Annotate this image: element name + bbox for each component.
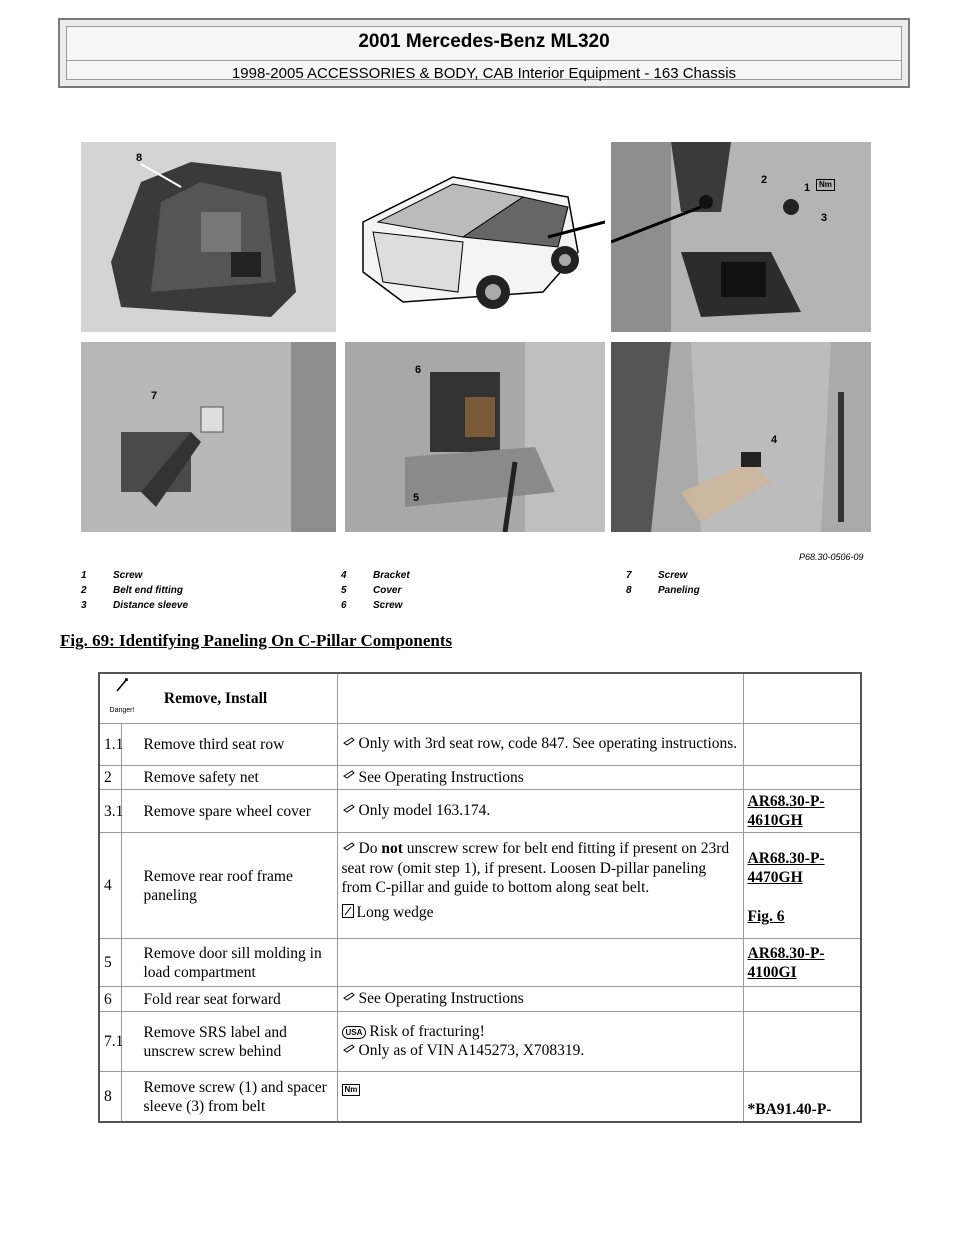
step-action: Remove spare wheel cover	[121, 790, 337, 833]
step-note: Do not unscrew screw for belt end fitting if present on 23rd seat row (omit step 1), if present. Loosen D-pillar paneling from C-pillar and guide to bottom along seat belt. Long wedge	[337, 833, 743, 939]
page-header	[58, 18, 910, 88]
step-number: 8	[99, 1072, 121, 1122]
warning-line: USA Risk of fracturing!	[342, 1022, 739, 1041]
tool-ref-link[interactable]: Fig. 6	[747, 908, 785, 926]
torque-icon: Nm	[816, 178, 835, 191]
callout-4: 4	[771, 434, 778, 446]
step-number: 7.1	[99, 1012, 121, 1072]
step-action: Fold rear seat forward	[121, 987, 337, 1012]
table-row	[99, 723, 861, 765]
photo-belt-end-fitting	[611, 142, 871, 332]
step-ref-link[interactable]: *BA91.40-P-	[743, 1072, 861, 1122]
info-icon	[342, 1042, 356, 1061]
step-note: See Operating Instructions	[337, 987, 743, 1012]
photo-screw-7	[81, 342, 336, 532]
step-action: Remove screw (1) and spacer sleeve (3) from belt	[121, 1072, 337, 1122]
callout-2: 2	[761, 174, 768, 186]
step-note: Only model 163.174.	[337, 790, 743, 833]
header-divider	[67, 60, 901, 61]
photo-c-pillar-paneling	[81, 142, 336, 332]
vehicle-drawing	[343, 142, 605, 332]
vin-line: Only as of VIN A145273, X708319.	[342, 1041, 739, 1061]
step-note: Only with 3rd seat row, code 847. See operating instructions.	[337, 723, 743, 765]
step-ref-cell	[743, 833, 861, 939]
table-row	[99, 987, 861, 1012]
cover-illustration	[345, 342, 605, 532]
step-number: 5	[99, 939, 121, 987]
step-action: Remove rear roof frame paneling	[121, 833, 337, 939]
figure-69	[81, 142, 871, 622]
header-inner-frame	[66, 26, 902, 80]
header-empty-2	[743, 673, 861, 723]
belt-fitting-illustration	[611, 142, 871, 332]
step-number: 2	[99, 765, 121, 790]
figure-code: P68.30-0506-09	[799, 552, 864, 562]
callout-8: 8	[136, 152, 143, 164]
photo-cover-and-screw	[345, 342, 605, 532]
info-icon	[342, 990, 356, 1009]
figure-caption: Fig. 69: Identifying Paneling On C-Pillar Components	[60, 631, 453, 650]
procedure-table	[98, 672, 862, 1123]
callout-6: 6	[415, 364, 422, 376]
bracket-illustration	[611, 342, 871, 532]
step-action: Remove safety net	[121, 765, 337, 790]
tool-line: Long wedge	[342, 903, 739, 923]
info-icon	[342, 840, 356, 859]
table-row	[99, 790, 861, 833]
step-ref-link[interactable]: AR68.30-P-4100GI	[743, 939, 861, 987]
info-icon	[342, 802, 356, 821]
figure-legend: 1 Screw 2 Belt end fitting 3 Distance sleeve 4 Bracket 5 Cover 6 Screw 7 Screw 8 Paneling	[81, 570, 700, 611]
table-row	[99, 833, 861, 939]
callout-7: 7	[151, 390, 158, 402]
step-action: Remove door sill molding in load compartment	[121, 939, 337, 987]
table-row	[99, 765, 861, 790]
step-action: Remove SRS label and unscrew screw behind	[121, 1012, 337, 1072]
danger-icon: Danger!	[104, 677, 140, 720]
photo-bracket	[611, 342, 871, 532]
header-empty-1	[337, 673, 743, 723]
step-number: 6	[99, 987, 121, 1012]
info-icon	[342, 735, 356, 754]
screw-7-illustration	[81, 342, 336, 532]
step-note	[337, 1072, 743, 1122]
step-ref	[743, 987, 861, 1012]
step-action: Remove third seat row	[121, 723, 337, 765]
step-ref	[743, 1012, 861, 1072]
table-header-row	[99, 673, 861, 723]
step-number: 3.1	[99, 790, 121, 833]
step-note	[337, 939, 743, 987]
table-row	[99, 1072, 861, 1122]
step-number: 4	[99, 833, 121, 939]
info-icon	[342, 768, 356, 787]
tool-icon	[342, 904, 354, 923]
table-row	[99, 1012, 861, 1072]
step-number: 1.1	[99, 723, 121, 765]
table-row	[99, 939, 861, 987]
usa-icon: USA	[342, 1026, 367, 1039]
callout-5: 5	[413, 492, 420, 504]
step-note	[337, 1012, 743, 1072]
paneling-illustration	[81, 142, 336, 332]
callout-3: 3	[821, 212, 828, 224]
torque-icon: Nm	[342, 1084, 361, 1096]
document-subtitle: 1998-2005 ACCESSORIES & BODY, CAB Interior Equipment - 163 Chassis	[231, 65, 737, 82]
header-label: Remove, Install	[163, 689, 268, 707]
step-note: See Operating Instructions	[337, 765, 743, 790]
vehicle-illustration	[343, 142, 605, 332]
document-title: 2001 Mercedes-Benz ML320	[358, 31, 610, 52]
step-ref-link[interactable]: AR68.30-P-4470GH	[747, 850, 825, 887]
step-ref	[743, 765, 861, 790]
step-ref	[743, 723, 861, 765]
step-ref-link[interactable]: AR68.30-P-4610GH	[743, 790, 861, 833]
header-cell	[99, 673, 337, 723]
callout-1: 1	[804, 182, 811, 194]
